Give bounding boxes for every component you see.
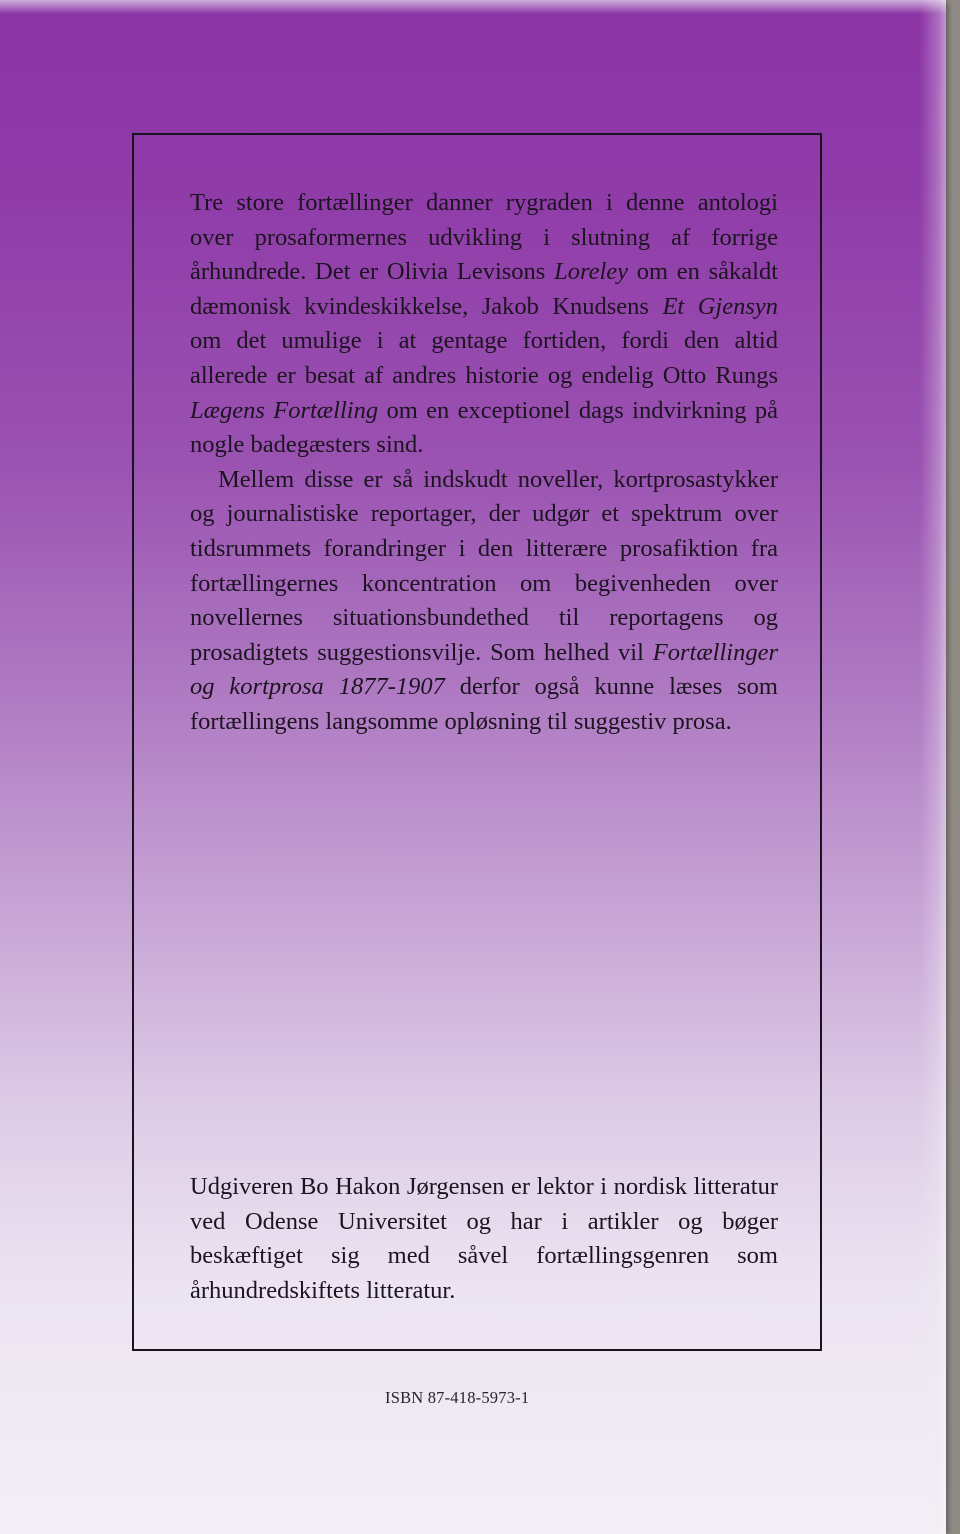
back-cover-blurb bbox=[190, 186, 778, 740]
blurb-p1-text-4: om en exceptionel dags indvirkning på nogle badegæsters sind. bbox=[190, 396, 778, 459]
editor-note: Udgiveren Bo Hakon Jørgensen er lektor i nordisk litteratur ved Odense Universitet og har i artikler og bøger beskæftiget sig med såvel fortællingsgenren som århundredskiftets litteratur. bbox=[190, 1173, 778, 1304]
title-fortaellinger-og-kortprosa: Fortællinger og kortprosa 1877-1907 bbox=[190, 638, 778, 701]
blurb-p1-text-1: Tre store fortællinger danner rygraden i denne antologi over prosaformernes udvikling i slutning af forrige århundrede. Det er Olivia Levisons bbox=[190, 189, 778, 286]
blurb-paragraph-2 bbox=[190, 463, 778, 740]
blurb-p2-text-1: Mellem disse er så indskudt noveller, kortprosastykker og journalistiske reportager, der udgør et spektrum over tidsrummets forandringer i den litterære prosafiktion fra fortællingernes koncentration om begivenheden over novellernes situationsbundethed til reportagens og prosadigtets suggestionsvilje. Som helhed vil bbox=[190, 465, 778, 666]
blurb-p1-text-3: om det umulige i at gentage fortiden, fordi den altid allerede er besat af andres historie og endelig Otto Rungs bbox=[190, 327, 778, 389]
title-loreley: Loreley bbox=[554, 258, 628, 286]
blurb-p1-text-2: om en såkaldt dæmonisk kvindeskikkelse, Jakob Knudsens bbox=[190, 258, 779, 320]
isbn-number: ISBN 87-418-5973-1 bbox=[385, 1388, 530, 1407]
blurb-p2-text-2: derfor også kunne læses som fortællingens langsomme opløsning til suggestiv prosa. bbox=[190, 673, 778, 735]
title-et-gjensyn: Et Gjensyn bbox=[662, 292, 778, 320]
title-laegens-fortaelling: Lægens Fortælling bbox=[190, 396, 379, 424]
blurb-paragraph-1 bbox=[190, 186, 778, 463]
